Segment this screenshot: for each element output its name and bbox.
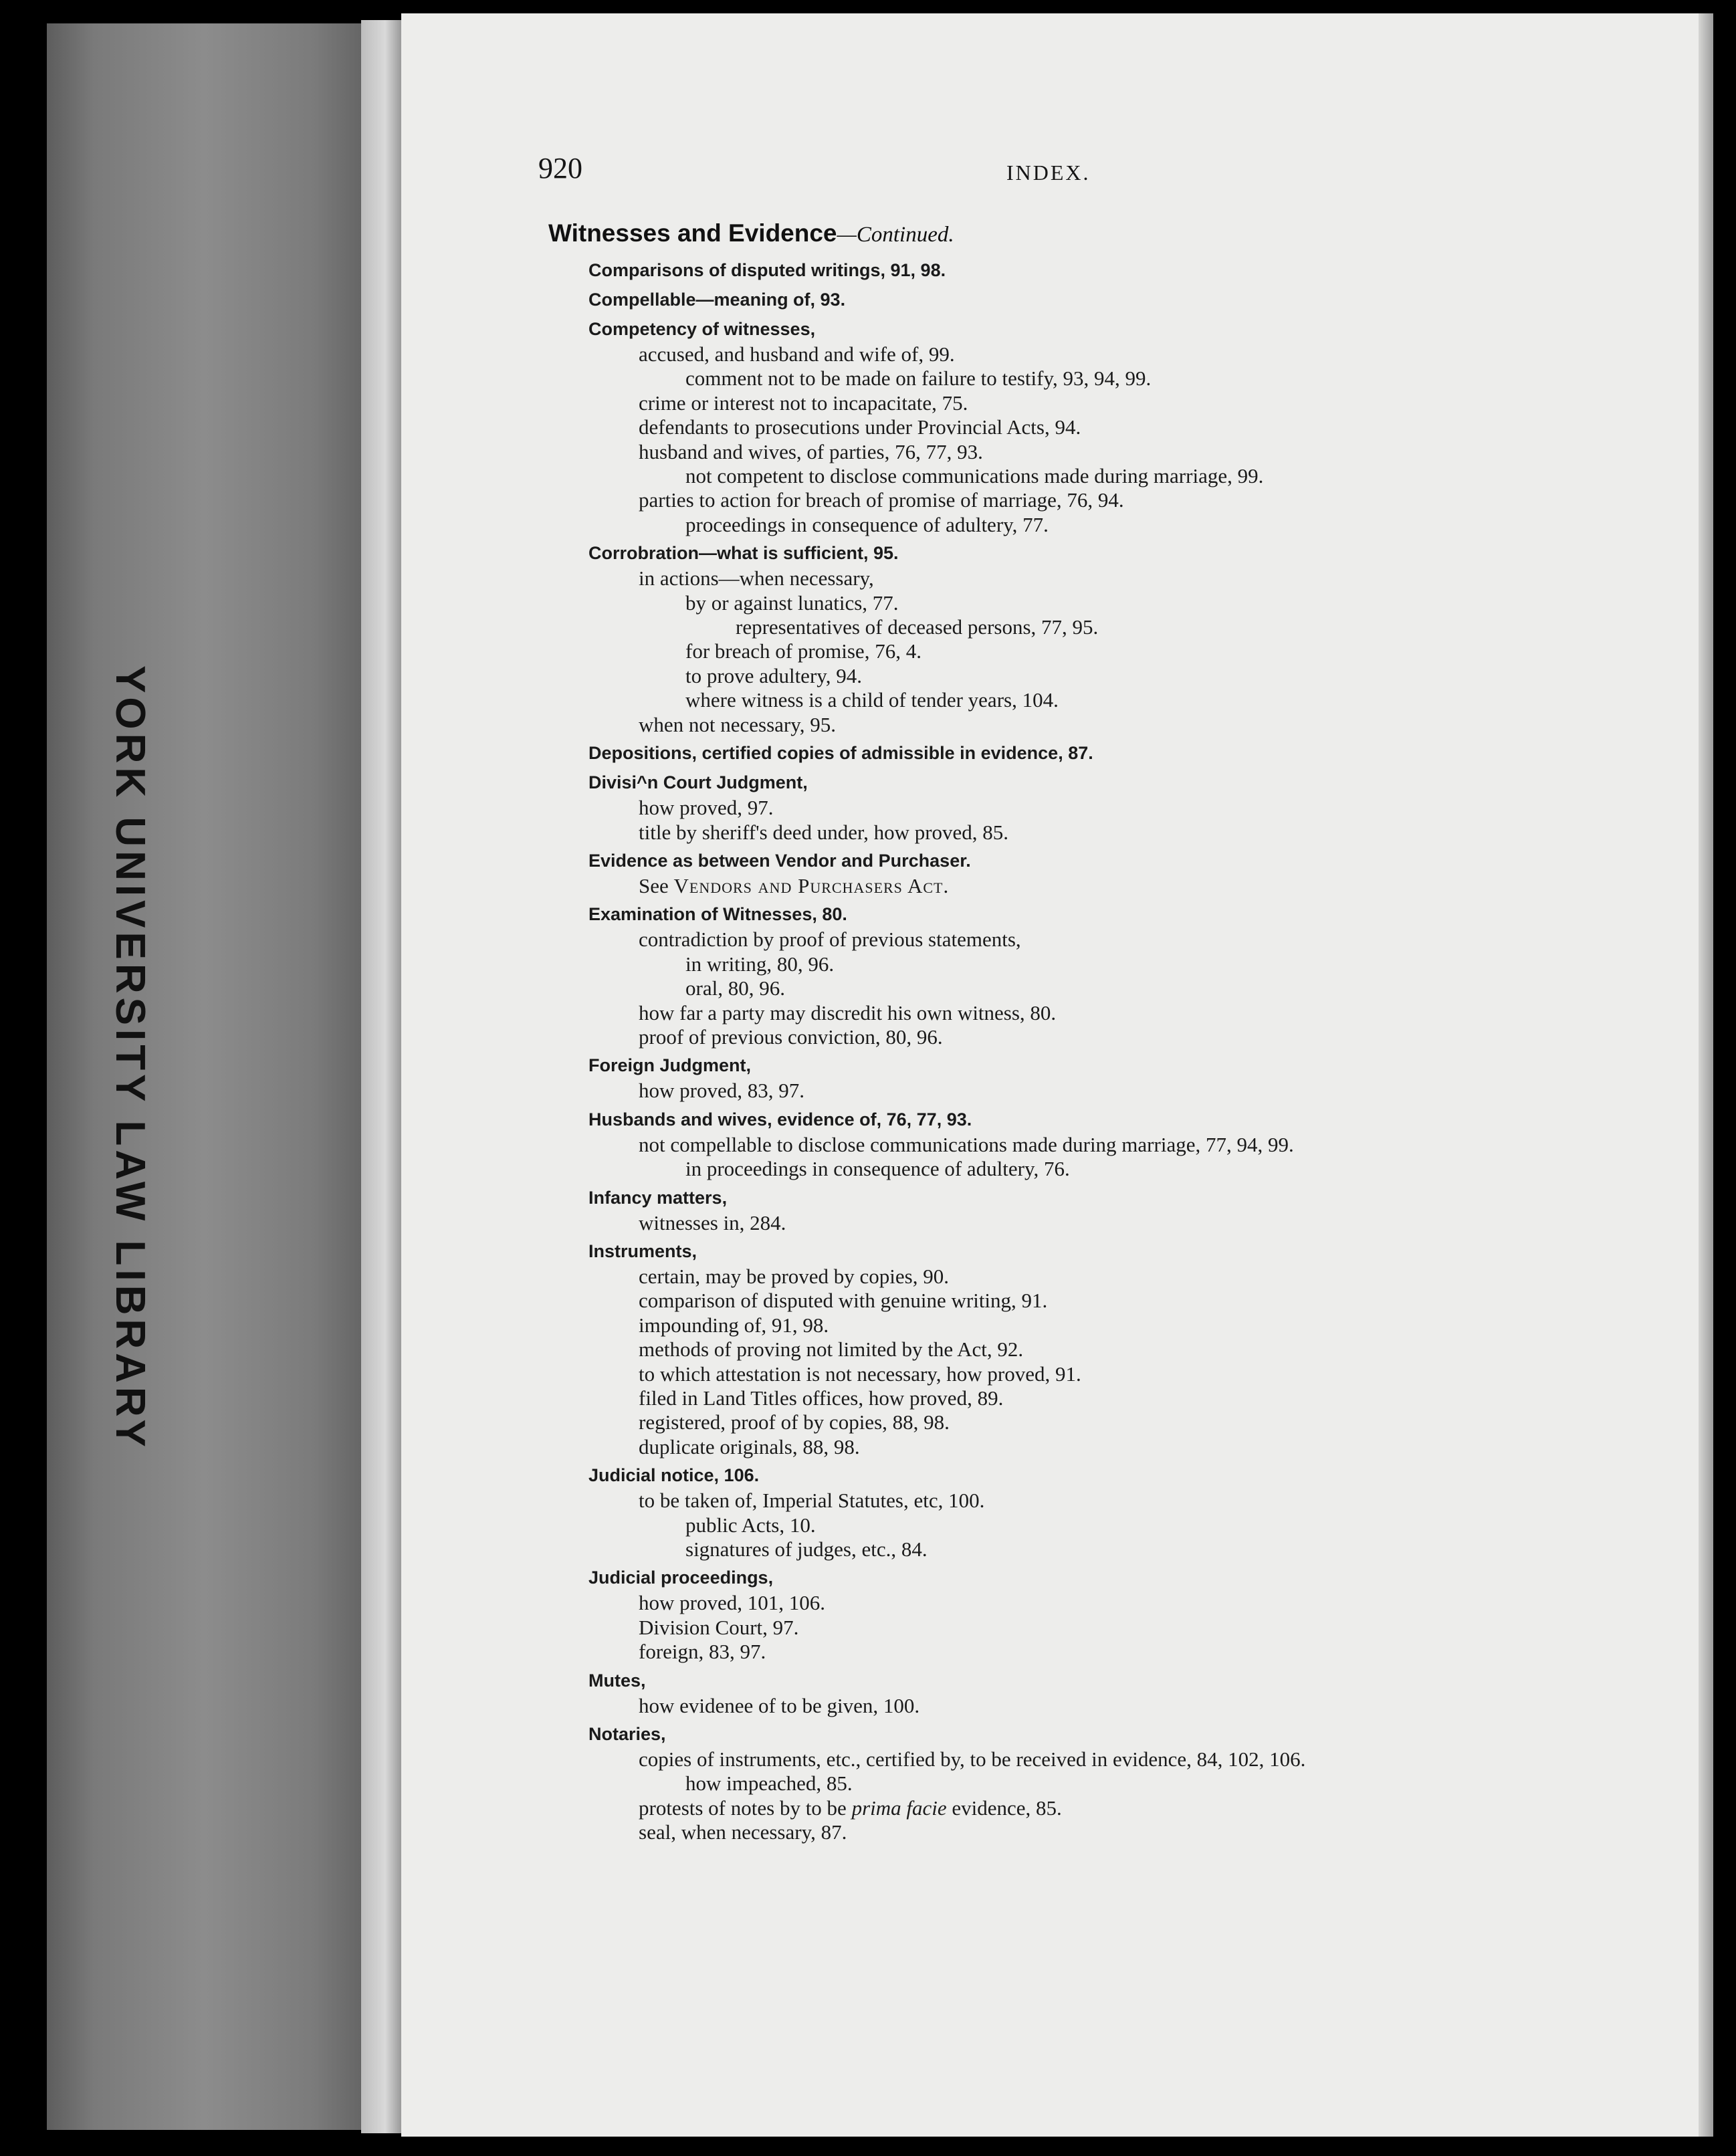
- index-entries: [548, 214, 1699, 1845]
- section-title: [548, 214, 1699, 254]
- spine-label: YORK UNIVERSITY LAW LIBRARY: [107, 665, 153, 1451]
- index-subentry: [548, 591, 1699, 615]
- index-subentry: [548, 1386, 1699, 1410]
- entry-list: [548, 257, 1699, 1845]
- entry-text: title by sheriff's deed under, how proved, 85.: [639, 820, 1009, 844]
- index-subentry: [548, 1211, 1699, 1235]
- index-heading: [548, 1106, 1699, 1133]
- index-subentry: [548, 513, 1699, 537]
- section-continued: —Continued.: [837, 223, 954, 247]
- index-subentry: [548, 1313, 1699, 1337]
- entry-text: husband and wives, of parties, 76, 77, 93.: [639, 439, 983, 463]
- entry-text: to prove adultery, 94.: [685, 663, 862, 687]
- index-heading: [548, 1667, 1699, 1694]
- entry-text: Depositions, certified copies of admissible in evidence, 87.: [588, 743, 1093, 764]
- index-subentry: [548, 488, 1699, 512]
- entry-text: how far a party may discredit his own witness, 80.: [639, 1000, 1057, 1025]
- entry-text: Division Court, 97.: [639, 1615, 799, 1639]
- index-subentry: [548, 1265, 1699, 1289]
- entry-text: how proved, 97.: [639, 796, 774, 820]
- entry-text: Judicial notice, 106.: [588, 1465, 760, 1486]
- entry-text: Examination of Witnesses, 80.: [588, 904, 847, 925]
- entry-text: by or against lunatics, 77.: [685, 590, 899, 615]
- index-subentry: [548, 874, 1699, 898]
- index-heading: [548, 847, 1699, 874]
- index-heading: [548, 1564, 1699, 1591]
- entry-text: crime or interest not to incapacitate, 75.: [639, 391, 968, 415]
- index-subentry: [548, 615, 1699, 639]
- entry-text: seal, when necessary, 87.: [639, 1820, 847, 1844]
- index-subentry: [548, 1640, 1699, 1664]
- cross-reference: Vendors and Purchasers Act.: [673, 873, 950, 897]
- index-subentry: [548, 1001, 1699, 1025]
- entry-text: certain, may be proved by copies, 90.: [639, 1264, 949, 1288]
- entry-text: comparison of disputed with genuine writing, 91.: [639, 1289, 1048, 1313]
- entry-text: registered, proof of by copies, 88, 98.: [639, 1410, 950, 1434]
- index-subentry: [548, 688, 1699, 712]
- entry-text: Notaries,: [588, 1724, 666, 1745]
- index-subentry: [548, 1435, 1699, 1459]
- index-subentry: [548, 1616, 1699, 1640]
- index-heading: [548, 769, 1699, 796]
- index-subentry: [548, 796, 1699, 820]
- entry-text: witnesses in, 284.: [639, 1210, 786, 1234]
- index-heading: [548, 316, 1699, 342]
- entry-text: methods of proving not limited by the Act, 92.: [639, 1337, 1024, 1362]
- entry-text: proof of previous conviction, 80, 96.: [639, 1025, 943, 1049]
- entry-text: Husbands and wives, evidence of, 76, 77, 93.: [588, 1109, 972, 1129]
- entry-text: in writing, 80, 96.: [685, 952, 835, 976]
- index-subentry: [548, 928, 1699, 952]
- entry-text: Infancy matters,: [588, 1187, 728, 1208]
- index-subentry: [548, 1489, 1699, 1513]
- index-subentry: [548, 1362, 1699, 1386]
- index-heading: [548, 286, 1699, 313]
- index-heading: [548, 257, 1699, 284]
- entry-text: proceedings in consequence of adultery, 77.: [685, 512, 1049, 536]
- index-subentry: [548, 1079, 1699, 1103]
- entry-text: Divisi^n Court Judgment,: [588, 772, 808, 793]
- book-spine: [47, 23, 361, 2130]
- entry-text: in actions—when necessary,: [639, 566, 874, 590]
- index-heading: [548, 901, 1699, 928]
- index-heading: [548, 540, 1699, 566]
- running-head: INDEX.: [1006, 160, 1091, 185]
- entry-text: defendants to prosecutions under Provincial Acts, 94.: [639, 415, 1081, 439]
- entry-text: how proved, 83, 97.: [639, 1079, 804, 1103]
- index-subentry: [548, 391, 1699, 415]
- index-subentry: [548, 1771, 1699, 1796]
- entry-text: to be taken of, Imperial Statutes, etc, 100.: [639, 1489, 985, 1513]
- index-subentry: [548, 976, 1699, 1000]
- entry-text: filed in Land Titles offices, how proved, 89.: [639, 1386, 1004, 1410]
- index-heading: [548, 1184, 1699, 1211]
- entry-text: where witness is a child of tender years, 104.: [685, 688, 1059, 712]
- entry-text: Comparisons of disputed writings, 91, 98.: [588, 260, 946, 280]
- index-subentry: [548, 1289, 1699, 1313]
- entry-text: how impeached, 85.: [685, 1771, 853, 1796]
- index-subentry: [548, 1694, 1699, 1718]
- page-edge: [1699, 13, 1713, 2137]
- index-subentry: [548, 1537, 1699, 1561]
- entry-text: signatures of judges, etc., 84.: [685, 1537, 928, 1561]
- index-subentry: [548, 1796, 1699, 1820]
- index-subentry: [548, 952, 1699, 976]
- index-heading: [548, 1721, 1699, 1747]
- entry-text: for breach of promise, 76, 4.: [685, 639, 921, 663]
- index-subentry: [548, 342, 1699, 366]
- entry-text: copies of instruments, etc., certified by, to be received in evidence, 84, 102, 106.: [639, 1747, 1306, 1771]
- entry-text: in proceedings in consequence of adultery, 76.: [685, 1157, 1070, 1181]
- section-title-text: Witnesses and Evidence: [548, 219, 837, 247]
- spine-edge: [361, 20, 401, 2133]
- entry-text: See: [639, 873, 674, 897]
- index-subentry: [548, 664, 1699, 688]
- entry-text: Instruments,: [588, 1241, 697, 1261]
- entry-text: when not necessary, 95.: [639, 712, 836, 736]
- index-subentry: [548, 415, 1699, 439]
- index-subentry: [548, 440, 1699, 464]
- index-subentry: [548, 639, 1699, 663]
- entry-text: accused, and husband and wife of, 99.: [639, 342, 955, 366]
- index-subentry: [548, 1513, 1699, 1537]
- italic-phrase: prima facie: [851, 1796, 947, 1820]
- entry-text: Corrobration—what is sufficient, 95.: [588, 543, 899, 564]
- index-subentry: [548, 366, 1699, 391]
- index-heading: [548, 1052, 1699, 1079]
- entry-text: Competency of witnesses,: [588, 319, 816, 339]
- entry-text: Compellable—meaning of, 93.: [588, 290, 846, 310]
- entry-text: to which attestation is not necessary, how proved, 91.: [639, 1362, 1081, 1386]
- index-subentry: [548, 1025, 1699, 1049]
- index-heading: [548, 1462, 1699, 1489]
- index-subentry: [548, 1157, 1699, 1181]
- index-subentry: [548, 1133, 1699, 1157]
- entry-text: contradiction by proof of previous statements,: [639, 928, 1021, 952]
- index-subentry: [548, 1337, 1699, 1362]
- entry-text: not compellable to disclose communications made during marriage, 77, 94, 99.: [639, 1132, 1294, 1156]
- entry-text: Foreign Judgment,: [588, 1055, 751, 1076]
- entry-text: parties to action for breach of promise of marriage, 76, 94.: [639, 488, 1124, 512]
- entry-text: impounding of, 91, 98.: [639, 1313, 829, 1337]
- entry-text: protests of notes by to be: [639, 1796, 852, 1820]
- entry-text: how proved, 101, 106.: [639, 1591, 825, 1615]
- entry-text: comment not to be made on failure to testify, 93, 94, 99.: [685, 366, 1152, 391]
- index-subentry: [548, 821, 1699, 845]
- entry-text: public Acts, 10.: [685, 1513, 816, 1537]
- index-subentry: [548, 1747, 1699, 1771]
- entry-text: not competent to disclose communications made during marriage, 99.: [685, 464, 1264, 488]
- index-subentry: [548, 464, 1699, 488]
- index-heading: [548, 740, 1699, 766]
- entry-text: duplicate originals, 88, 98.: [639, 1434, 860, 1459]
- index-subentry: [548, 1591, 1699, 1615]
- index-subentry: [548, 713, 1699, 737]
- index-subentry: [548, 1820, 1699, 1844]
- entry-text: how evidenee of to be given, 100.: [639, 1693, 920, 1717]
- index-subentry: [548, 1410, 1699, 1434]
- entry-text: foreign, 83, 97.: [639, 1640, 766, 1664]
- index-subentry: [548, 566, 1699, 590]
- page-number: 920: [538, 152, 582, 185]
- entry-text: Evidence as between Vendor and Purchaser.: [588, 850, 971, 871]
- entry-text: representatives of deceased persons, 77, 95.: [736, 615, 1099, 639]
- entry-text: Mutes,: [588, 1670, 646, 1691]
- index-heading: [548, 1238, 1699, 1265]
- entry-text: oral, 80, 96.: [685, 976, 785, 1000]
- entry-text: Judicial proceedings,: [588, 1568, 774, 1588]
- entry-text: evidence, 85.: [946, 1796, 1062, 1820]
